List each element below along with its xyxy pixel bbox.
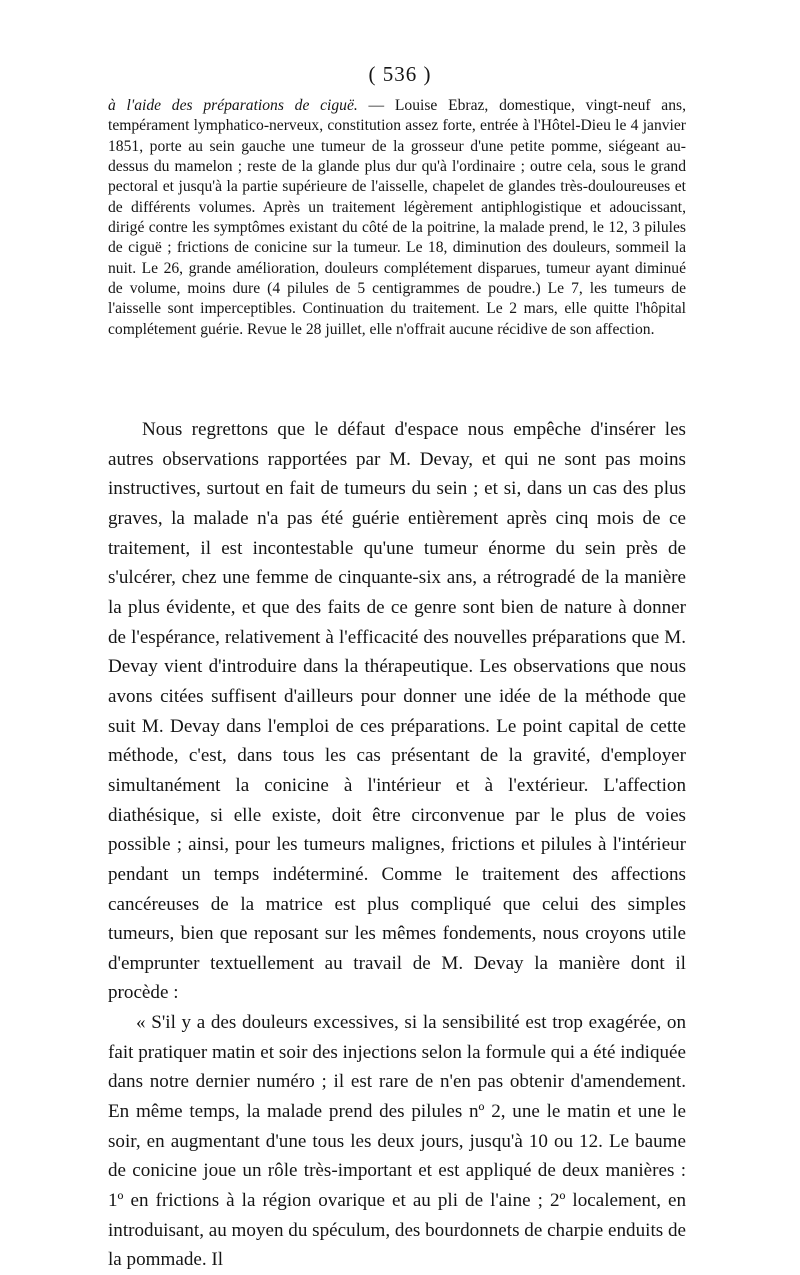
observation-text: — Louise Ebraz, domestique, vingt-neuf ans, tempérament lymphatico-nerveux, constitution assez forte, entrée à l'Hôtel-Dieu le 4 janvier 1851, porte au sein gauche une tumeur de la grosseur d'une petite pomme, siégeant au-dessus du mamelon ; reste de la glande plus dur qu'à l'ordinaire ; outre cela, sous le grand pectoral et jusqu'à la partie supérieure de l'aisselle, chapelet de glandes très-douloureuses et de différents volumes. Après un traitement légèrement antiphlogistique et adoucissant, dirigé contre les symptômes existant du côté de la poitrine, la malade prend, le 12, 3 pilules de ciguë ; frictions de conicine sur la tumeur. Le 18, diminution des douleurs, sommeil la nuit. Le 26, grande amélioration, douleurs complétement disparues, tumeur ayant diminué de volume, moins dure (4 pilules de 5 centigrammes de poudre.) Le 7, les tumeurs de l'aisselle sont imperceptibles. Continuation du traitement. Le 2 mars, elle quitte l'hôpital complétement guérie. Revue le 28 juillet, elle n'offrait aucune récidive de son affection. bbox=[108, 97, 686, 338]
observation-block bbox=[108, 96, 686, 340]
main-text bbox=[108, 415, 686, 1275]
body-paragraph-2: « S'il y a des douleurs excessives, si la sensibilité est trop exagérée, on fait pratiquer matin et soir des injections selon la formule qui a été indiquée dans notre dernier numéro ; il est rare de n'en pas obtenir d'amendement. En même temps, la malade prend des pilules nº 2, une le matin et une le soir, en augmentant d'une tous les deux jours, jusqu'à 10 ou 12. Le baume de conicine joue un rôle très-important et est appliqué de deux manières : 1º en frictions à la région ovarique et au pli de l'aine ; 2º localement, en introduisant, au moyen du spéculum, des bourdonnets de charpie enduits de la pommade. Il bbox=[108, 1012, 686, 1271]
body-paragraph-1: Nous regrettons que le défaut d'espace nous empêche d'insérer les autres observations rapportées par M. Devay, et qui ne sont pas moins instructives, surtout en fait de tumeurs du sein ; et si, dans un cas des plus graves, la malade n'a pas été guérie entièrement après cinq mois de ce traitement, il est incontestable qu'une tumeur énorme du sein près de s'ulcérer, chez une femme de cinquante-six ans, a rétrogradé de la manière la plus évidente, et que des faits de ce genre sont bien de nature à donner de l'espérance, relativement à l'efficacité des nouvelles préparations que M. Devay vient d'introduire dans la thérapeutique. Les observations que nous avons citées suffisent d'ailleurs pour donner une idée de la méthode que suit M. Devay dans l'emploi de ces préparations. Le point capital de cette méthode, c'est, dans tous les cas présentant de la gravité, d'employer simultanément la conicine à l'intérieur et à l'extérieur. L'affection diathésique, si elle existe, doit être circonvenue par le plus de voies possible ; ainsi, pour les tumeurs malignes, frictions et pilules à l'intérieur pendant un temps indéterminé. Comme le traitement des affections cancéreuses de la matrice est plus compliqué que celui des simples tumeurs, bien que reposant sur les mêmes fondements, nous croyons utile d'emprunter textuellement au travail de M. Devay la manière dont il procède : bbox=[108, 419, 686, 1004]
page-number: ( 536 ) bbox=[368, 62, 432, 86]
observation-heading: à l'aide des préparations de ciguë. bbox=[108, 97, 358, 114]
observation-paragraph bbox=[108, 96, 686, 340]
